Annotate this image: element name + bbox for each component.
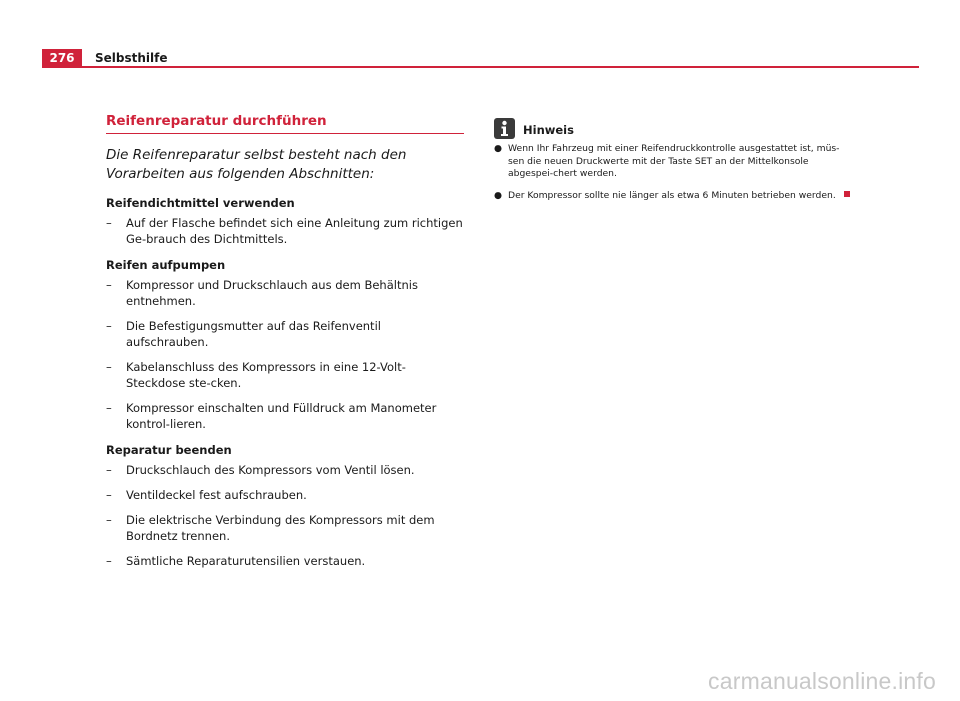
step-text: Ventildeckel fest aufschrauben.	[126, 488, 307, 502]
note-item	[494, 143, 854, 181]
header-rule	[42, 66, 919, 68]
note-item	[494, 190, 854, 203]
step-item	[106, 277, 464, 309]
dash-marker: –	[106, 513, 112, 527]
step-item	[106, 215, 464, 247]
dash-marker: –	[106, 401, 112, 415]
step-item	[106, 512, 464, 544]
steps-finish	[106, 462, 464, 569]
steps-inflate	[106, 277, 464, 432]
chapter-title: Selbsthilfe	[95, 51, 168, 65]
step-text: Sämtliche Reparaturutensilien verstauen.	[126, 554, 366, 568]
step-item	[106, 359, 464, 391]
note-header	[494, 113, 854, 139]
step-text: Kabelanschluss des Kompressors in eine 12-Volt-Steckdose ste-cken.	[126, 360, 406, 390]
step-item	[106, 462, 464, 478]
dash-marker: –	[106, 488, 112, 502]
dash-marker: –	[106, 463, 112, 477]
watermark: carmanualsonline.info	[708, 668, 936, 694]
step-text: Kompressor und Druckschlauch aus dem Behältnis entnehmen.	[126, 278, 418, 308]
step-item	[106, 400, 464, 432]
step-text: Auf der Flasche befindet sich eine Anleitung zum richtigen Ge-brauch des Dichtmittels.	[126, 216, 463, 246]
page-number: 276	[42, 49, 82, 68]
dash-marker: –	[106, 319, 112, 333]
step-text: Kompressor einschalten und Fülldruck am Manometer kontrol-lieren.	[126, 401, 437, 431]
step-text: Die Befestigungsmutter auf das Reifenventil aufschrauben.	[126, 319, 381, 349]
bullet-marker: ●	[494, 143, 503, 154]
main-column	[106, 113, 464, 579]
note-text: Wenn Ihr Fahrzeug mit einer Reifendruckkontrolle ausgestattet ist, müs-sen die neuen Druckwerte mit der Taste SET an der Mittelkonsole abgespei-chert werden.	[508, 143, 840, 179]
steps-sealant	[106, 215, 464, 247]
info-glyph	[498, 120, 511, 137]
note-text: Der Kompressor sollte nie länger als etwa 6 Minuten betrieben werden.	[508, 189, 836, 201]
subheading-sealant: Reifendichtmittel verwenden	[106, 196, 295, 210]
step-text: Druckschlauch des Kompressors vom Ventil lösen.	[126, 463, 415, 477]
dash-marker: –	[106, 360, 112, 374]
info-icon	[494, 118, 515, 139]
section-intro: Die Reifenreparatur selbst besteht nach den Vorarbeiten aus folgenden Abschnitten:	[106, 147, 407, 182]
note-title: Hinweis	[523, 123, 574, 137]
step-item	[106, 553, 464, 569]
subheading-inflate: Reifen aufpumpen	[106, 258, 226, 272]
dash-marker: –	[106, 278, 112, 292]
step-item	[106, 487, 464, 503]
subheading-finish: Reparatur beenden	[106, 443, 232, 457]
note-column	[494, 113, 854, 211]
step-text: Die elektrische Verbindung des Kompressors mit dem Bordnetz trennen.	[126, 513, 435, 543]
bullet-marker: ●	[494, 189, 503, 201]
dash-marker: –	[106, 554, 112, 568]
section-title: Reifenreparatur durchführen	[106, 113, 464, 134]
dash-marker: –	[106, 216, 112, 230]
step-item	[106, 318, 464, 350]
end-of-section-mark	[844, 191, 850, 197]
